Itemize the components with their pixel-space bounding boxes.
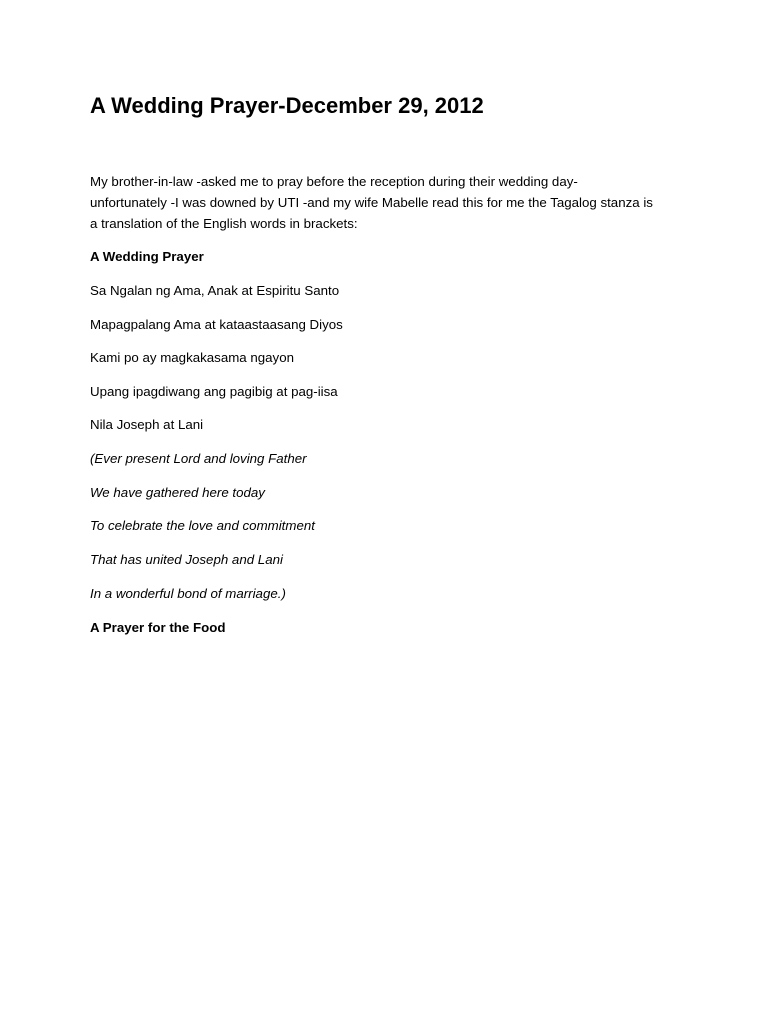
intro-line: My brother-in-law -asked me to pray before the reception during their wedding day- bbox=[90, 174, 578, 189]
english-line: We have gathered here today bbox=[90, 485, 265, 500]
tagalog-line: Sa Ngalan ng Ama, Anak at Espiritu Santo bbox=[90, 283, 340, 298]
english-line: To celebrate the love and commitment bbox=[90, 518, 315, 533]
tagalog-line: Kami po ay magkakasama ngayon bbox=[90, 350, 294, 365]
tagalog-line: Mapagpalang Ama at kataastaasang Diyos bbox=[90, 317, 343, 332]
prayer-heading: A Wedding Prayer bbox=[90, 249, 204, 264]
intro-line: unfortunately -I was downed by UTI -and my wife Mabelle read this for me the Tagalog stanza is bbox=[90, 194, 653, 210]
food-prayer-heading: A Prayer for the Food bbox=[90, 620, 226, 635]
tagalog-line: Nila Joseph at Lani bbox=[90, 417, 204, 432]
document-title: A Wedding Prayer-December 29, 2012 bbox=[90, 93, 484, 118]
english-line: In a wonderful bond of marriage.) bbox=[90, 586, 286, 601]
english-line: That has united Joseph and Lani bbox=[90, 552, 283, 567]
intro-paragraph bbox=[90, 172, 690, 234]
english-line: (Ever present Lord and loving Father bbox=[90, 451, 307, 466]
tagalog-line: Upang ipagdiwang ang pagibig at pag-iisa bbox=[90, 384, 338, 399]
intro-line: a translation of the English words in brackets: bbox=[90, 215, 358, 231]
